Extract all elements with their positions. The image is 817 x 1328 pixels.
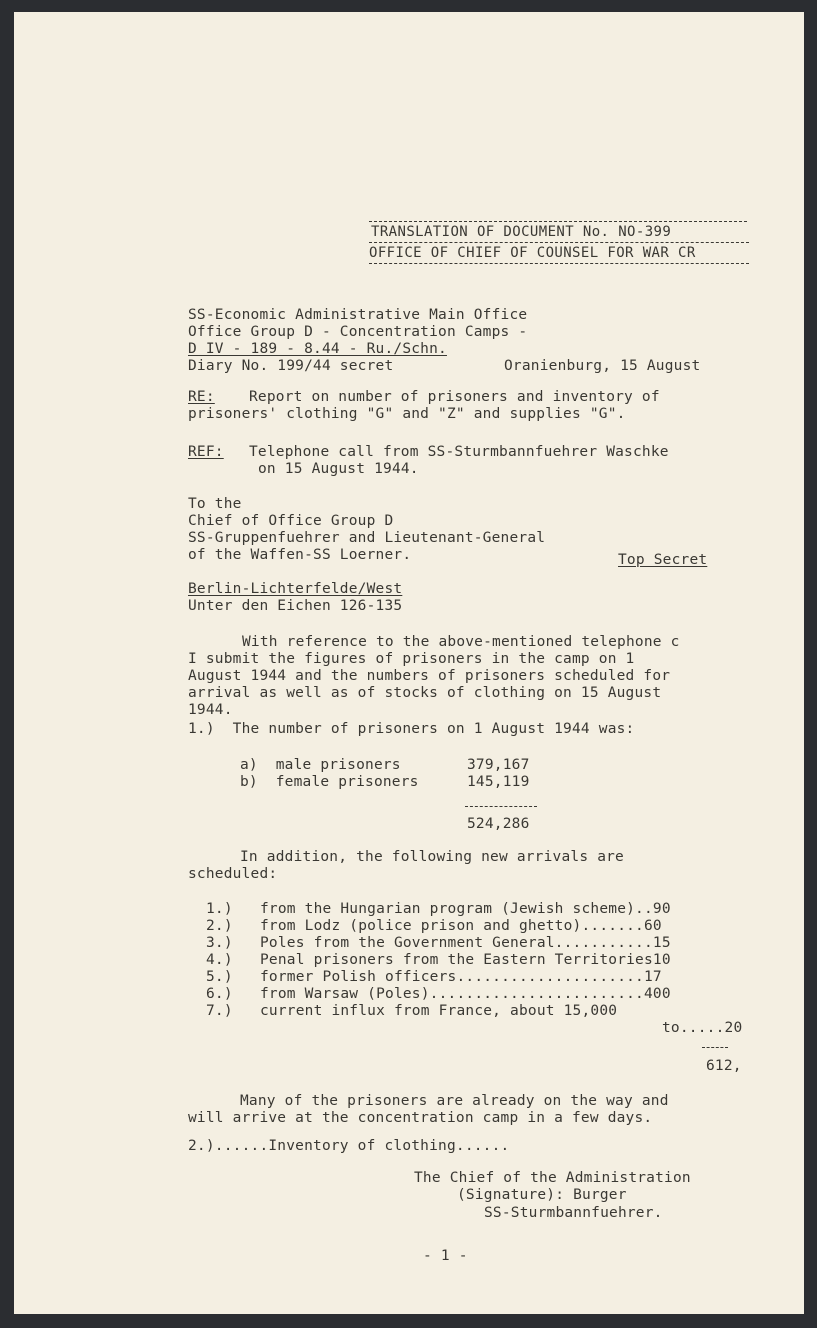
section-2-heading: 2.)......Inventory of clothing...... bbox=[188, 1138, 510, 1154]
ref-line-2: on 15 August 1944. bbox=[258, 461, 419, 477]
female-prisoners-label: b) female prisoners bbox=[240, 774, 419, 790]
closing-line-2: will arrive at the concentration camp in a few days. bbox=[188, 1110, 653, 1126]
header-mid-rule bbox=[369, 242, 749, 243]
intro-line-5: 1944. bbox=[188, 702, 233, 718]
section-1-heading: 1.) The number of prisoners on 1 August 1944 was: bbox=[188, 721, 635, 737]
header-line-2: OFFICE OF CHIEF OF COUNSEL FOR WAR CR bbox=[369, 245, 696, 261]
place-date: Oranienburg, 15 August bbox=[504, 358, 701, 374]
arrival-item-7-continuation: to.....20 bbox=[662, 1020, 743, 1036]
re-line-1: Report on number of prisoners and inventory of bbox=[249, 389, 660, 405]
arrival-item-number: 2.) bbox=[206, 918, 233, 934]
re-line-2: prisoners' clothing "G" and "Z" and supplies "G". bbox=[188, 406, 626, 422]
classification-top-secret: Top Secret bbox=[618, 552, 708, 568]
file-reference: D IV - 189 - 8.44 - Ru./Schn. bbox=[188, 341, 447, 357]
arrival-item-text: Penal prisoners from the Eastern Territories10 bbox=[260, 952, 671, 968]
intro-line-2: I submit the figures of prisoners in the camp on 1 bbox=[188, 651, 635, 667]
addressee-line-4: of the Waffen-SS Loerner. bbox=[188, 547, 412, 563]
ref-label: REF: bbox=[188, 444, 224, 460]
re-label: RE: bbox=[188, 389, 215, 405]
arrival-item-number: 6.) bbox=[206, 986, 233, 1002]
header-bottom-rule bbox=[369, 263, 749, 264]
closing-line-1: Many of the prisoners are already on the way and bbox=[240, 1093, 669, 1109]
signature-line-3: SS-Sturmbannfuehrer. bbox=[484, 1205, 663, 1221]
document-page bbox=[14, 12, 804, 1314]
header-top-rule bbox=[369, 221, 747, 222]
prisoners-total: 524,286 bbox=[467, 816, 530, 832]
signature-line-2: (Signature): Burger bbox=[457, 1187, 627, 1203]
intro-line-1: With reference to the above-mentioned telephone c bbox=[242, 634, 680, 650]
female-prisoners-value: 145,119 bbox=[467, 774, 530, 790]
arrival-item-text: from the Hungarian program (Jewish scheme)..90 bbox=[260, 901, 671, 917]
arrivals-line-1: In addition, the following new arrivals are bbox=[240, 849, 624, 865]
addressee-line-2: Chief of Office Group D bbox=[188, 513, 394, 529]
arrival-item-text: from Lodz (police prison and ghetto).......60 bbox=[260, 918, 662, 934]
arrival-item-number: 4.) bbox=[206, 952, 233, 968]
header-line-1: TRANSLATION OF DOCUMENT No. NO-399 bbox=[371, 224, 672, 240]
address-line-1: Berlin-Lichterfelde/West bbox=[188, 581, 403, 597]
sum-rule bbox=[465, 806, 537, 807]
arrival-item-number: 5.) bbox=[206, 969, 233, 985]
arrival-item-text: current influx from France, about 15,000 bbox=[260, 1003, 618, 1019]
arrival-item-text: from Warsaw (Poles)........................400 bbox=[260, 986, 671, 1002]
signature-line-1: The Chief of the Administration bbox=[414, 1170, 691, 1186]
arrival-item-text: Poles from the Government General...........15 bbox=[260, 935, 671, 951]
male-prisoners-value: 379,167 bbox=[467, 757, 530, 773]
arrivals-sum-rule bbox=[702, 1047, 728, 1048]
addressee-line-1: To the bbox=[188, 496, 242, 512]
arrivals-total: 612, bbox=[706, 1058, 742, 1074]
ref-line-1: Telephone call from SS-Sturmbannfuehrer Waschke bbox=[249, 444, 669, 460]
page-number: - 1 - bbox=[423, 1248, 468, 1264]
sender-line-1: SS-Economic Administrative Main Office bbox=[188, 307, 528, 323]
arrival-item-number: 7.) bbox=[206, 1003, 233, 1019]
arrivals-line-2: scheduled: bbox=[188, 866, 278, 882]
addressee-line-3: SS-Gruppenfuehrer and Lieutenant-General bbox=[188, 530, 546, 546]
arrival-item-number: 3.) bbox=[206, 935, 233, 951]
male-prisoners-label: a) male prisoners bbox=[240, 757, 401, 773]
arrival-item-text: former Polish officers.....................17 bbox=[260, 969, 662, 985]
diary-number: Diary No. 199/44 secret bbox=[188, 358, 394, 374]
address-line-2: Unter den Eichen 126-135 bbox=[188, 598, 403, 614]
intro-line-3: August 1944 and the numbers of prisoners scheduled for bbox=[188, 668, 671, 684]
sender-line-2: Office Group D - Concentration Camps - bbox=[188, 324, 528, 340]
arrival-item-number: 1.) bbox=[206, 901, 233, 917]
intro-line-4: arrival as well as of stocks of clothing on 15 August bbox=[188, 685, 662, 701]
